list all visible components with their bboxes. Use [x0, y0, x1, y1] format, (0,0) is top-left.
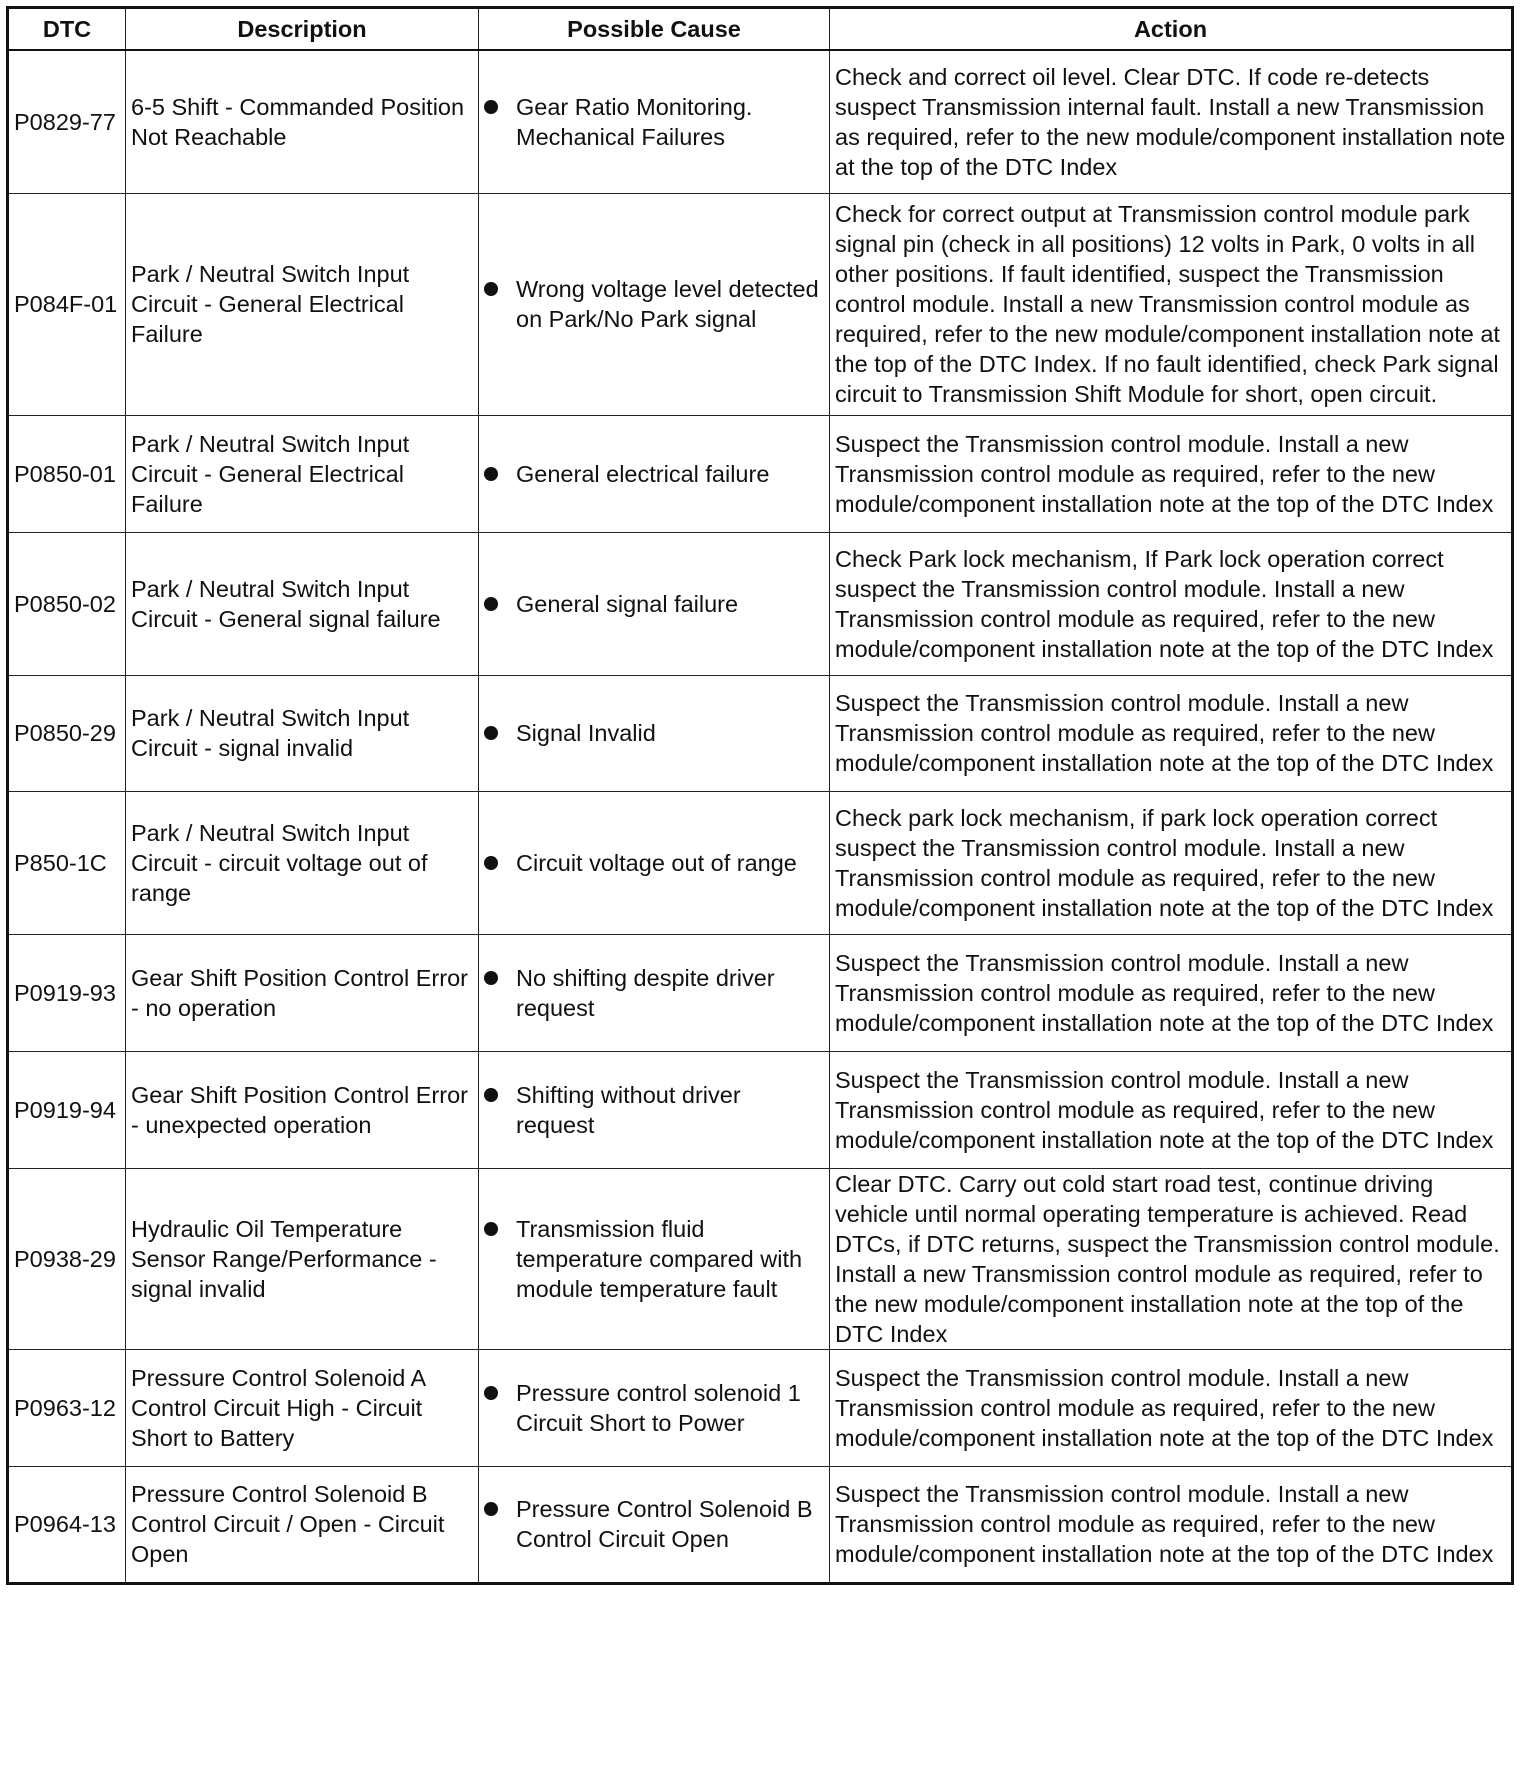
action-cell: Suspect the Transmission control module. Install a new Transmission control module as required, refer to the new module/component installation note at the top of the DTC Index [830, 415, 1513, 532]
dtc-code: P0829-77 [8, 50, 126, 193]
possible-cause-text: General signal failure [516, 590, 739, 617]
bullet-icon [484, 856, 498, 870]
description-cell: Park / Neutral Switch Input Circuit - circuit voltage out of range [126, 791, 479, 934]
table-row [8, 1466, 1513, 1583]
dtc-code: P0964-13 [8, 1466, 126, 1583]
dtc-code: P0963-12 [8, 1349, 126, 1466]
bullet-icon [484, 1088, 498, 1102]
table-row [8, 934, 1513, 1051]
possible-cause-text: General electrical failure [516, 460, 770, 487]
possible-cause-text: Wrong voltage level detected on Park/No Park signal [516, 276, 819, 332]
possible-cause-cell [479, 532, 830, 675]
table-row [8, 675, 1513, 791]
possible-cause-text: Pressure control solenoid 1 Circuit Short to Power [516, 1379, 801, 1436]
dtc-table [6, 6, 1514, 1585]
possible-cause-cell [479, 415, 830, 532]
description-cell: Pressure Control Solenoid A Control Circuit High - Circuit Short to Battery [126, 1349, 479, 1466]
action-cell: Check and correct oil level. Clear DTC. If code re-detects suspect Transmission internal fault. Install a new Transmission as required, refer to the new module/component installation note at the top of the DTC Index [830, 50, 1513, 193]
header-dtc: DTC [8, 8, 126, 51]
bullet-icon [484, 971, 498, 985]
possible-cause-cell [479, 1349, 830, 1466]
dtc-code: P0919-94 [8, 1051, 126, 1168]
possible-cause-text: Shifting without driver request [516, 1081, 741, 1138]
description-cell: Gear Shift Position Control Error - no operation [126, 934, 479, 1051]
dtc-code: P0850-02 [8, 532, 126, 675]
possible-cause-text: Signal Invalid [516, 720, 656, 746]
table-row [8, 193, 1513, 415]
dtc-code: P0938-29 [8, 1168, 126, 1349]
possible-cause-text: Pressure Control Solenoid B Control Circuit Open [516, 1496, 813, 1552]
description-cell: Park / Neutral Switch Input Circuit - signal invalid [126, 675, 479, 791]
bullet-icon [484, 597, 498, 611]
bullet-icon [484, 726, 498, 740]
dtc-code: P850-1C [8, 791, 126, 934]
table-header-row [8, 8, 1513, 51]
bullet-icon [484, 100, 498, 114]
action-cell: Check park lock mechanism, if park lock operation correct suspect the Transmission control module. Install a new Transmission control module as required, refer to the new module/component installation note at the top of the DTC Index [830, 791, 1513, 934]
description-cell: Park / Neutral Switch Input Circuit - General Electrical Failure [126, 193, 479, 415]
dtc-code: P0850-29 [8, 675, 126, 791]
possible-cause-cell [479, 193, 830, 415]
table-row [8, 791, 1513, 934]
action-cell: Check for correct output at Transmission control module park signal pin (check in all positions) 12 volts in Park, 0 volts in all other positions. If fault identified, suspect the Transmission control module. Install a new Transmission control module as required, refer to the new module/component installation note at the top of the DTC Index. If no fault identified, check Park signal circuit to Transmission Shift Module for short, open circuit. [830, 193, 1513, 415]
action-cell: Suspect the Transmission control module. Install a new Transmission control module as required, refer to the new module/component installation note at the top of the DTC Index [830, 675, 1513, 791]
dtc-code: P084F-01 [8, 193, 126, 415]
dtc-code: P0850-01 [8, 415, 126, 532]
action-cell: Suspect the Transmission control module. Install a new Transmission control module as required, refer to the new module/component installation note at the top of the DTC Index [830, 1466, 1513, 1583]
possible-cause-cell [479, 675, 830, 791]
header-description: Description [126, 8, 479, 51]
possible-cause-text: Gear Ratio Monitoring. Mechanical Failures [516, 93, 753, 150]
bullet-icon [484, 1222, 498, 1236]
header-possible-cause: Possible Cause [479, 8, 830, 51]
action-cell: Suspect the Transmission control module. Install a new Transmission control module as required, refer to the new module/component installation note at the top of the DTC Index [830, 1051, 1513, 1168]
possible-cause-text: Circuit voltage out of range [516, 849, 797, 876]
possible-cause-cell [479, 791, 830, 934]
bullet-icon [484, 467, 498, 481]
action-cell: Suspect the Transmission control module. Install a new Transmission control module as required, refer to the new module/component installation note at the top of the DTC Index [830, 1349, 1513, 1466]
bullet-icon [484, 1386, 498, 1400]
description-cell: Park / Neutral Switch Input Circuit - General signal failure [126, 532, 479, 675]
description-cell: 6-5 Shift - Commanded Position Not Reachable [126, 50, 479, 193]
table-row [8, 415, 1513, 532]
table-row [8, 1051, 1513, 1168]
description-cell: Hydraulic Oil Temperature Sensor Range/Performance - signal invalid [126, 1168, 479, 1349]
description-cell: Gear Shift Position Control Error - unexpected operation [126, 1051, 479, 1168]
possible-cause-cell [479, 1168, 830, 1349]
table-row [8, 532, 1513, 675]
table-row [8, 1349, 1513, 1466]
action-cell: Check Park lock mechanism, If Park lock operation correct suspect the Transmission control module. Install a new Transmission control module as required, refer to the new module/component installation note at the top of the DTC Index [830, 532, 1513, 675]
possible-cause-cell [479, 1466, 830, 1583]
table-row [8, 50, 1513, 193]
possible-cause-cell [479, 1051, 830, 1168]
action-cell: Suspect the Transmission control module. Install a new Transmission control module as required, refer to the new module/component installation note at the top of the DTC Index [830, 934, 1513, 1051]
dtc-code: P0919-93 [8, 934, 126, 1051]
header-action: Action [830, 8, 1513, 51]
action-cell: Clear DTC. Carry out cold start road test, continue driving vehicle until normal operating temperature is achieved. Read DTCs, if DTC returns, suspect the Transmission control module. Install a new Transmission control module as required, refer to the new module/component installation note at the top of the DTC Index [830, 1168, 1513, 1349]
possible-cause-cell [479, 50, 830, 193]
description-cell: Pressure Control Solenoid B Control Circuit / Open - Circuit Open [126, 1466, 479, 1583]
possible-cause-cell [479, 934, 830, 1051]
possible-cause-text: No shifting despite driver request [516, 964, 775, 1021]
description-cell: Park / Neutral Switch Input Circuit - General Electrical Failure [126, 415, 479, 532]
bullet-icon [484, 1502, 498, 1516]
table-row [8, 1168, 1513, 1349]
possible-cause-text: Transmission fluid temperature compared with module temperature fault [516, 1215, 803, 1302]
bullet-icon [484, 282, 498, 296]
